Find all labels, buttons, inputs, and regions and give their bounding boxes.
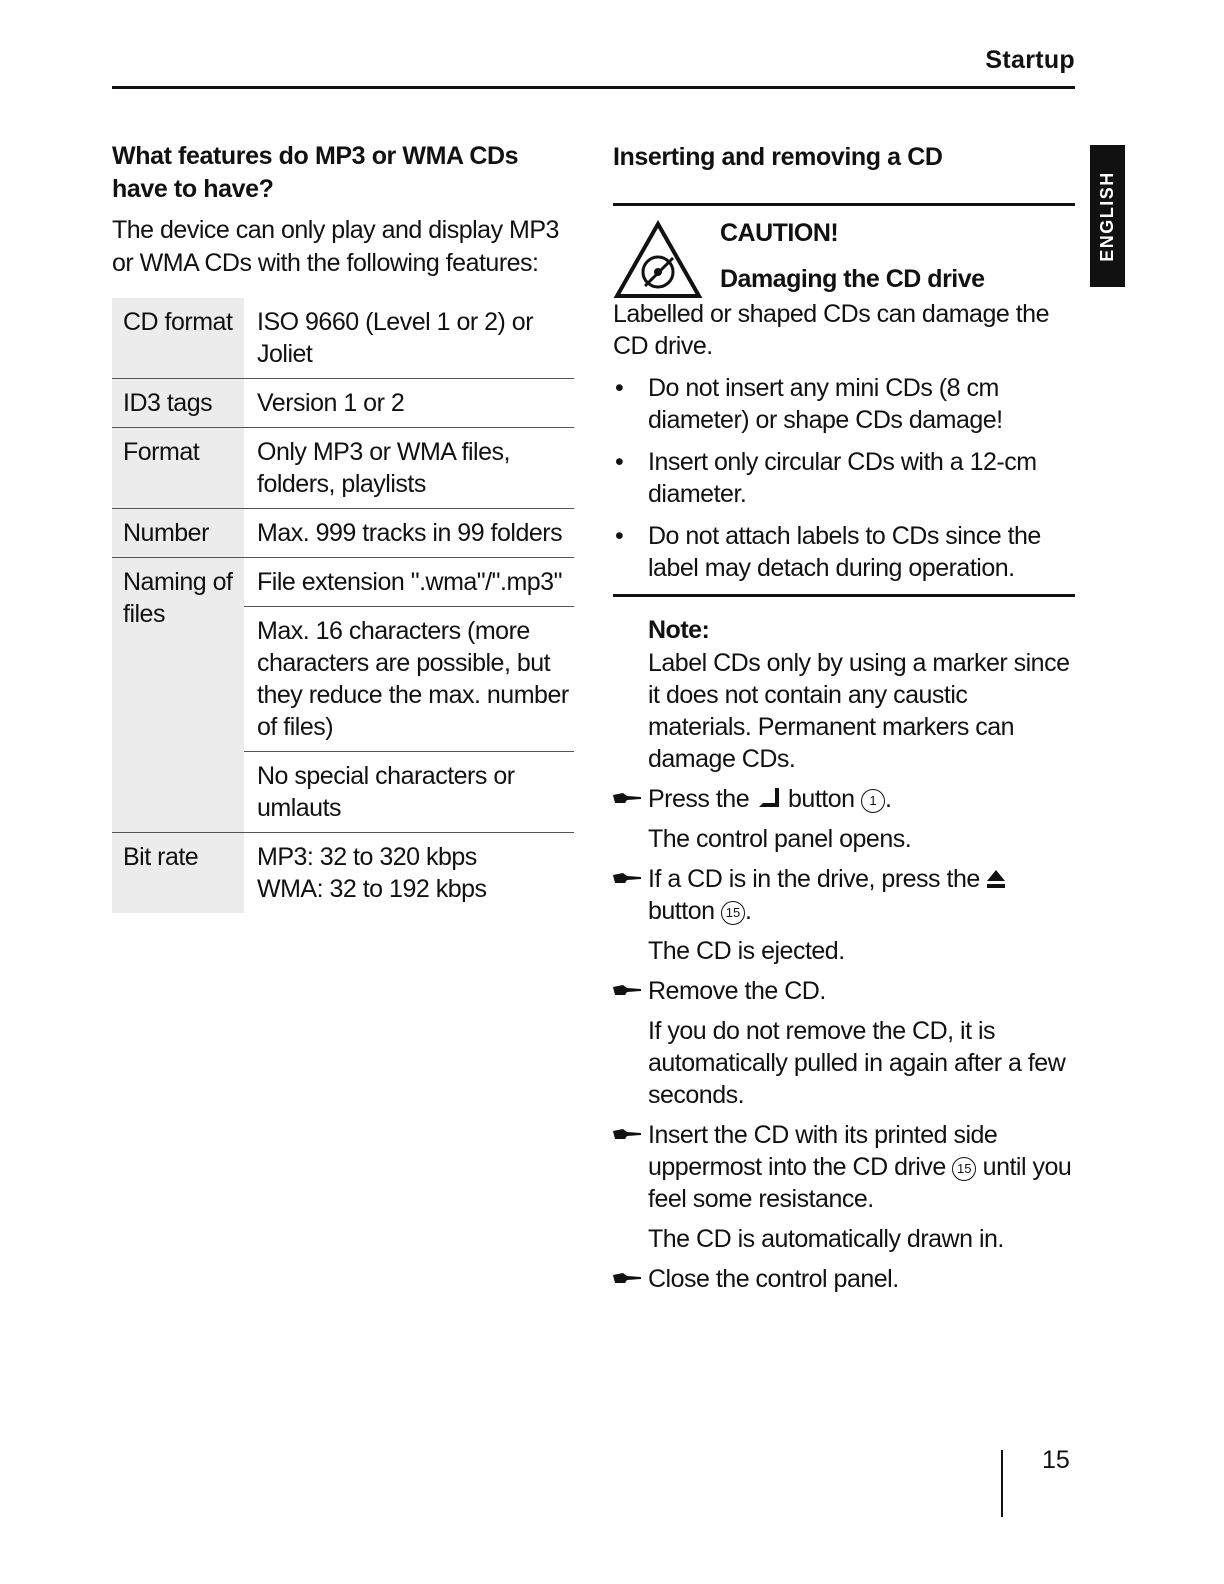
- step-result: The CD is ejected.: [648, 937, 845, 965]
- features-heading: What features do MP3 or WMA CDs have to have?: [112, 142, 519, 203]
- page-section-title: Startup: [985, 46, 1075, 74]
- insert-remove-heading: Inserting and removing a CD: [613, 143, 943, 171]
- row-value: Max. 999 tracks in 99 folders: [257, 519, 563, 547]
- step-text: Press the: [648, 785, 750, 813]
- pointing-hand-icon: [613, 1271, 641, 1285]
- language-tab-label: ENGLISH: [1097, 170, 1118, 262]
- bitrate-wma: WMA: 32 to 192 kbps: [257, 875, 487, 903]
- step-close: [613, 1263, 1075, 1295]
- caution-header: [613, 206, 1075, 298]
- note-label: Note:: [648, 616, 710, 644]
- caution-subtitle: Damaging the CD drive: [720, 265, 985, 293]
- features-intro: The device can only play and display MP3 or WMA CDs with the following features:: [112, 216, 559, 277]
- step-eject: If a CD is in the drive, press the button 15 .: [613, 863, 1075, 927]
- page-number: 15: [1042, 1446, 1070, 1474]
- step-result: The CD is automatically drawn in.: [648, 1225, 1004, 1253]
- row-value: Only MP3 or WMA files, folders, playlists: [257, 438, 510, 498]
- features-table: [112, 298, 574, 913]
- list-item: • Insert only circular CDs with a 12-cm diameter.: [613, 446, 1075, 510]
- right-column: [613, 140, 1075, 1295]
- pointing-hand-icon: [613, 791, 641, 805]
- row-label: Format: [112, 428, 244, 508]
- pointing-hand-icon: [613, 1127, 641, 1141]
- note-text: Label CDs only by using a marker since it does not contain any caustic materials. Permanent markers can damage CDs.: [648, 649, 1070, 773]
- step-text: Remove the CD.: [648, 977, 826, 1005]
- step-remove: [613, 975, 1075, 1007]
- header-rule: [112, 86, 1075, 89]
- table-row: [112, 427, 574, 508]
- caution-bottom-rule: [613, 594, 1075, 597]
- row-value: Max. 16 characters (more characters are possible, but they reduce the max. number of files): [244, 606, 574, 751]
- list-item: • Do not insert any mini CDs (8 cm diameter) or shape CDs damage!: [613, 372, 1075, 436]
- caution-bullets: [613, 372, 1075, 584]
- pointing-hand-icon: [613, 871, 641, 885]
- reference-number: 15: [721, 901, 745, 925]
- row-label: Number: [112, 509, 244, 557]
- row-value: [244, 873, 574, 913]
- bitrate-mp3: MP3: 32 to 320 kbps: [257, 843, 477, 871]
- table-row: [112, 378, 574, 427]
- caution-title: CAUTION!: [720, 219, 839, 247]
- list-item: • Do not attach labels to CDs since the label may detach during operation.: [613, 520, 1075, 584]
- table-row: [112, 298, 574, 378]
- step-text: Insert the CD with its printed side uppermost into the CD drive: [648, 1121, 998, 1181]
- pointing-hand-icon: [613, 983, 641, 997]
- table-row: [112, 557, 574, 832]
- warning-triangle-icon: [613, 220, 703, 300]
- eject-icon: [986, 868, 1006, 890]
- row-label: Naming of files: [112, 558, 244, 832]
- footer-rule: [1001, 1450, 1003, 1517]
- step-text: until you feel some resistance.: [648, 1153, 1072, 1213]
- step-press-open: Press the button 1 .: [613, 783, 1075, 815]
- step-insert: [613, 1119, 1075, 1215]
- step-result: The control panel opens.: [648, 825, 912, 853]
- open-panel-icon: [756, 786, 782, 810]
- step-result: If you do not remove the CD, it is automatically pulled in again after a few seconds.: [648, 1017, 1066, 1109]
- row-value: ISO 9660 (Level 1 or 2) or Joliet: [257, 308, 534, 368]
- language-tab: [1090, 145, 1125, 287]
- step-text: button: [788, 785, 855, 813]
- left-column: [112, 140, 574, 280]
- row-label: ID3 tags: [112, 379, 244, 427]
- row-value: No special characters or umlauts: [244, 751, 574, 832]
- table-row: [112, 832, 574, 913]
- step-text: If a CD is in the drive, press the: [648, 865, 980, 893]
- reference-number: 1: [861, 789, 885, 813]
- table-row: [112, 508, 574, 557]
- note-block: [613, 613, 1075, 775]
- row-label: Bit rate: [112, 833, 244, 913]
- reference-number: 15: [952, 1157, 976, 1181]
- row-value: [244, 833, 574, 873]
- caution-text: Labelled or shaped CDs can damage the CD drive.: [613, 300, 1049, 360]
- row-value: Version 1 or 2: [257, 389, 405, 417]
- step-text: Close the control panel.: [648, 1265, 899, 1293]
- row-label: CD format: [112, 298, 244, 378]
- row-value: File extension ".wma"/".mp3": [257, 568, 562, 596]
- step-text: button: [648, 897, 715, 925]
